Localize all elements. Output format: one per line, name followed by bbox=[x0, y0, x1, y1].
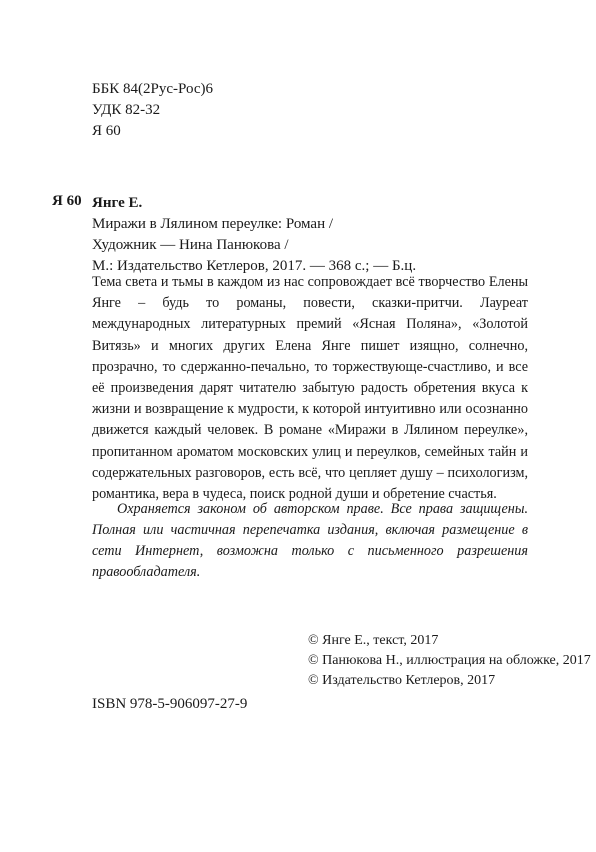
isbn: ISBN 978-5-906097-27-9 bbox=[92, 696, 248, 712]
entry-illustrator-line: Художник — Нина Панюкова / bbox=[92, 237, 289, 253]
annotation bbox=[92, 272, 528, 505]
rights-notice bbox=[92, 499, 528, 583]
bbk-code: ББК 84(2Рус-Рос)6 bbox=[92, 81, 213, 97]
copyright-line: © Янге Е., текст, 2017 bbox=[308, 633, 439, 648]
classification-codes bbox=[92, 79, 213, 142]
copyright-line: © Издательство Кетлеров, 2017 bbox=[308, 673, 496, 688]
copyright-block bbox=[308, 631, 591, 691]
shelf-mark: Я 60 bbox=[52, 193, 82, 209]
author-mark: Я 60 bbox=[92, 123, 121, 139]
copyright-line: © Панюкова Н., иллюстрация на обложке, 2017 bbox=[308, 653, 591, 668]
rights-text: Охраняется законом об авторском праве. Все права защищены. Полная или частичная перепечатка издания, включая размещение в сети Интернет, возможна только с письменного разрешения правообладателя. bbox=[92, 501, 528, 580]
annotation-text: Тема света и тьмы в каждом из нас сопровождает всё творчество Елены Янге – будь то романы, повести, сказки-притчи. Лауреат международных литературных премий «Ясная Поляна», «Золотой Витязь» и многих других Елена Янге пишет изящно, солнечно, прозрачно, то сдержанно-печально, то торжествующе-счастливо, и все её произведения дарят читателю забытую радость обретения вкуса к жизни и возвращение к мудрости, к которой интуитивно или осознанно движется каждый человек. В романе «Миражи в Лялином переулке», пропитанном ароматом московских улиц и переулков, семейных тайн и содержательных разговоров, есть всё, что цепляет душу – психологизм, романтика, вера в чудеса, поиск родной души и обретение счастья. bbox=[92, 274, 528, 503]
entry-title-line: Миражи в Лялином переулке: Роман / bbox=[92, 216, 334, 232]
bibliographic-entry bbox=[92, 193, 532, 277]
udk-code: УДК 82-32 bbox=[92, 102, 161, 118]
entry-author: Янге Е. bbox=[92, 195, 143, 211]
entry-publisher-line: М.: Издательство Кетлеров, 2017. — 368 с.; — Б.ц. bbox=[92, 258, 417, 274]
